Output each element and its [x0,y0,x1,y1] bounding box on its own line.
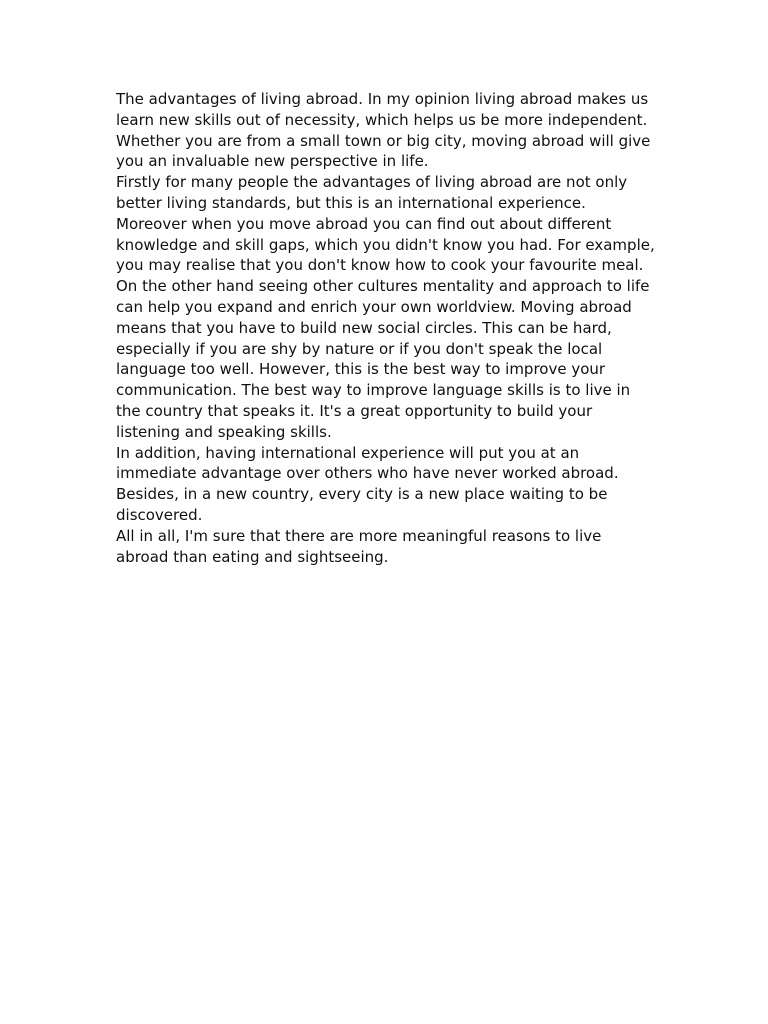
paragraph-other-hand: On the other hand seeing other cultures mentality and approach to life can help you expand and enrich your own worldview. Moving abroad means that you have to build new social circles. This can be hard, especially if you are shy by nature or if you don't speak the local language too well. However, this is the best way to improve your communication. The best way to improve language skills is to live in the country that speaks it. It's a great opportunity to build your listening and speaking skills. [116,277,650,441]
paragraph-moreover: Moreover when you move abroad you can find out about different knowledge and skill gaps, which you didn't know you had. For example, you may realise that you don't know how to cook your favourite meal. [116,214,655,275]
paragraph-besides: Besides, in a new country, every city is a new place waiting to be discovered. [116,485,608,524]
document-body [116,89,656,567]
paragraph-conclusion: All in all, I'm sure that there are more meaningful reasons to live abroad than eating and sightseeing. [116,526,602,566]
paragraph-firstly: Firstly for many people the advantages of living abroad are not only better living standards, but this is an international experience. [116,173,628,212]
paragraph-in-addition: In addition, having international experience will put you at an immediate advantage over others who have never worked abroad. [116,443,619,483]
paragraph-intro: The advantages of living abroad. In my opinion living abroad makes us learn new skills out of necessity, which helps us be more independent. Whether you are from a small town or big city, moving abroad will give you an invaluable new perspective in life. [116,90,651,171]
